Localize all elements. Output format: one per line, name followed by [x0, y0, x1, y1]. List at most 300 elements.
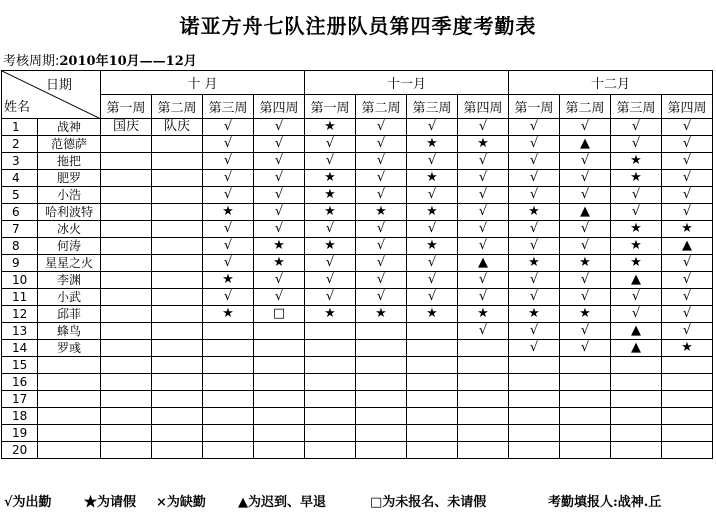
table-row	[2, 119, 713, 136]
attendance-cell	[203, 391, 254, 408]
attendance-cell: √	[407, 255, 458, 272]
attendance-cell	[458, 442, 509, 459]
attendance-cell	[305, 442, 356, 459]
attendance-cell: √	[305, 136, 356, 153]
attendance-cell: √	[305, 272, 356, 289]
table-row	[2, 170, 713, 187]
attendance-cell	[611, 391, 662, 408]
attendance-cell: ★	[611, 170, 662, 187]
attendance-cell: √	[305, 221, 356, 238]
attendance-cell: √	[305, 153, 356, 170]
attendance-cell: √	[662, 136, 713, 153]
table-row	[2, 374, 713, 391]
member-name: 范德萨	[38, 136, 101, 153]
attendance-cell	[152, 340, 203, 357]
attendance-cell	[305, 323, 356, 340]
member-name	[38, 357, 101, 374]
attendance-cell: √	[560, 289, 611, 306]
row-number: 12	[2, 306, 38, 323]
row-number: 19	[2, 425, 38, 442]
attendance-cell	[305, 340, 356, 357]
attendance-cell: ★	[407, 170, 458, 187]
attendance-cell: √	[560, 238, 611, 255]
attendance-cell: ▲	[611, 323, 662, 340]
attendance-table	[1, 70, 713, 459]
attendance-cell	[152, 255, 203, 272]
attendance-cell	[509, 408, 560, 425]
attendance-cell: √	[458, 170, 509, 187]
attendance-cell: ★	[458, 136, 509, 153]
attendance-cell: √	[407, 187, 458, 204]
attendance-cell: √	[407, 153, 458, 170]
week-header-cell: 第一周	[509, 95, 560, 119]
row-number: 15	[2, 357, 38, 374]
attendance-cell: √	[662, 323, 713, 340]
table-row	[2, 340, 713, 357]
date-header-label: 日期	[45, 78, 72, 93]
attendance-cell: √	[305, 255, 356, 272]
attendance-body	[2, 119, 713, 459]
attendance-cell: √	[509, 187, 560, 204]
attendance-cell: √	[356, 136, 407, 153]
attendance-cell: ★	[560, 255, 611, 272]
attendance-cell: ★	[560, 306, 611, 323]
row-number: 8	[2, 238, 38, 255]
attendance-cell	[152, 306, 203, 323]
table-row	[2, 306, 713, 323]
attendance-cell: √	[509, 119, 560, 136]
attendance-cell: √	[560, 323, 611, 340]
name-header-label: 姓名	[4, 100, 31, 115]
attendance-cell: √	[356, 255, 407, 272]
attendance-cell: √	[509, 136, 560, 153]
attendance-cell	[356, 340, 407, 357]
attendance-cell: √	[560, 221, 611, 238]
attendance-cell: ★	[407, 238, 458, 255]
week-header-cell: 第二周	[152, 95, 203, 119]
attendance-cell	[407, 442, 458, 459]
row-number: 7	[2, 221, 38, 238]
attendance-cell: ★	[662, 340, 713, 357]
assessment-period	[3, 50, 197, 69]
attendance-cell	[203, 425, 254, 442]
table-row	[2, 238, 713, 255]
date-name-header-cell	[2, 71, 101, 119]
attendance-cell	[203, 442, 254, 459]
attendance-cell	[203, 374, 254, 391]
attendance-cell: √	[407, 221, 458, 238]
attendance-cell	[101, 255, 152, 272]
attendance-cell	[458, 408, 509, 425]
attendance-cell: √	[254, 153, 305, 170]
attendance-cell	[203, 408, 254, 425]
attendance-cell	[356, 374, 407, 391]
member-name	[38, 425, 101, 442]
attendance-cell	[560, 391, 611, 408]
attendance-cell	[101, 204, 152, 221]
member-name: 邱菲	[38, 306, 101, 323]
attendance-cell: ★	[305, 306, 356, 323]
attendance-cell	[152, 391, 203, 408]
attendance-cell	[101, 153, 152, 170]
attendance-cell: √	[203, 136, 254, 153]
table-row	[2, 221, 713, 238]
row-number: 14	[2, 340, 38, 357]
attendance-cell: √	[458, 289, 509, 306]
attendance-cell	[509, 442, 560, 459]
table-row	[2, 204, 713, 221]
table-row	[2, 272, 713, 289]
row-number: 16	[2, 374, 38, 391]
attendance-cell	[152, 272, 203, 289]
attendance-cell: ★	[611, 221, 662, 238]
week-header-cell: 第三周	[611, 95, 662, 119]
attendance-cell	[101, 187, 152, 204]
attendance-cell: √	[407, 119, 458, 136]
attendance-cell	[509, 391, 560, 408]
attendance-cell	[662, 374, 713, 391]
attendance-cell	[101, 425, 152, 442]
attendance-cell	[152, 221, 203, 238]
attendance-cell	[356, 442, 407, 459]
attendance-cell	[509, 357, 560, 374]
attendance-cell: √	[458, 153, 509, 170]
attendance-cell	[152, 238, 203, 255]
attendance-cell	[152, 442, 203, 459]
attendance-cell: ▲	[662, 238, 713, 255]
attendance-cell	[305, 391, 356, 408]
attendance-cell: ★	[203, 204, 254, 221]
attendance-cell: √	[509, 272, 560, 289]
attendance-cell: √	[254, 204, 305, 221]
attendance-cell	[101, 442, 152, 459]
attendance-cell: √	[611, 119, 662, 136]
attendance-cell	[458, 340, 509, 357]
attendance-cell	[662, 425, 713, 442]
attendance-cell: ★	[407, 306, 458, 323]
week-header-cell: 第二周	[356, 95, 407, 119]
attendance-cell: √	[509, 153, 560, 170]
attendance-cell: ★	[611, 238, 662, 255]
member-name: 何涛	[38, 238, 101, 255]
attendance-cell: ★	[458, 306, 509, 323]
attendance-cell: √	[356, 289, 407, 306]
attendance-cell: √	[203, 153, 254, 170]
week-header-cell: 第一周	[101, 95, 152, 119]
member-name: 罗彧	[38, 340, 101, 357]
row-number: 3	[2, 153, 38, 170]
attendance-cell: ★	[407, 136, 458, 153]
member-name	[38, 442, 101, 459]
attendance-cell	[101, 357, 152, 374]
row-number: 2	[2, 136, 38, 153]
attendance-cell: √	[611, 136, 662, 153]
attendance-cell: √	[458, 323, 509, 340]
attendance-cell	[611, 425, 662, 442]
attendance-cell: ★	[203, 272, 254, 289]
attendance-cell	[560, 374, 611, 391]
attendance-cell	[101, 289, 152, 306]
attendance-cell: √	[611, 306, 662, 323]
attendance-cell	[611, 374, 662, 391]
attendance-cell	[458, 425, 509, 442]
period-label: 考核周期:	[3, 54, 60, 69]
attendance-cell	[254, 425, 305, 442]
attendance-cell	[254, 340, 305, 357]
attendance-cell	[254, 357, 305, 374]
attendance-cell: ★	[305, 170, 356, 187]
attendance-cell: ★	[509, 204, 560, 221]
legend-leave: ★为请假	[84, 495, 137, 510]
member-name: 星星之火	[38, 255, 101, 272]
attendance-cell: √	[407, 289, 458, 306]
attendance-cell	[662, 357, 713, 374]
attendance-cell: √	[560, 340, 611, 357]
attendance-cell	[356, 425, 407, 442]
attendance-cell	[101, 170, 152, 187]
month-header-december: 十二月	[509, 71, 713, 95]
attendance-cell	[101, 374, 152, 391]
attendance-cell: ★	[662, 221, 713, 238]
attendance-cell: ★	[305, 238, 356, 255]
attendance-cell	[458, 357, 509, 374]
month-header-november: 十一月	[305, 71, 509, 95]
attendance-cell	[305, 374, 356, 391]
attendance-cell: √	[509, 289, 560, 306]
table-row	[2, 153, 713, 170]
member-name: 战神	[38, 119, 101, 136]
attendance-cell: √	[458, 187, 509, 204]
attendance-cell	[407, 357, 458, 374]
attendance-cell	[152, 408, 203, 425]
attendance-cell: √	[356, 221, 407, 238]
attendance-cell: ★	[356, 306, 407, 323]
attendance-cell	[611, 357, 662, 374]
row-number: 18	[2, 408, 38, 425]
attendance-cell	[560, 442, 611, 459]
attendance-cell: √	[458, 272, 509, 289]
attendance-cell	[407, 408, 458, 425]
attendance-cell	[611, 408, 662, 425]
attendance-cell: √	[356, 170, 407, 187]
week-header-cell: 第四周	[458, 95, 509, 119]
attendance-cell: 队庆	[152, 119, 203, 136]
table-row	[2, 408, 713, 425]
week-header-cell: 第三周	[407, 95, 458, 119]
attendance-cell	[101, 391, 152, 408]
attendance-cell	[356, 408, 407, 425]
attendance-cell: ★	[611, 153, 662, 170]
attendance-cell	[356, 357, 407, 374]
attendance-cell	[254, 374, 305, 391]
attendance-cell	[152, 425, 203, 442]
page-title: 诺亚方舟七队注册队员第四季度考勤表	[179, 14, 537, 38]
attendance-cell	[152, 374, 203, 391]
row-number: 9	[2, 255, 38, 272]
attendance-cell	[254, 442, 305, 459]
attendance-cell: ★	[254, 255, 305, 272]
attendance-cell: √	[356, 238, 407, 255]
attendance-cell: √	[662, 204, 713, 221]
attendance-cell: √	[560, 153, 611, 170]
attendance-cell: √	[254, 187, 305, 204]
attendance-cell: √	[458, 204, 509, 221]
attendance-cell: √	[407, 272, 458, 289]
legend-reporter: 考勤填报人:战神.丘	[548, 495, 662, 510]
attendance-cell: √	[662, 289, 713, 306]
attendance-cell	[101, 306, 152, 323]
attendance-cell: √	[662, 170, 713, 187]
row-number: 17	[2, 391, 38, 408]
attendance-cell: ★	[305, 119, 356, 136]
attendance-cell	[305, 408, 356, 425]
attendance-cell	[203, 357, 254, 374]
attendance-cell: √	[356, 153, 407, 170]
attendance-cell: √	[611, 187, 662, 204]
attendance-cell: √	[254, 272, 305, 289]
attendance-cell: √	[611, 204, 662, 221]
row-number: 20	[2, 442, 38, 459]
attendance-cell	[458, 391, 509, 408]
attendance-cell: √	[356, 119, 407, 136]
attendance-cell: √	[509, 323, 560, 340]
month-header-october: 十 月	[101, 71, 305, 95]
attendance-cell: ★	[356, 204, 407, 221]
row-number: 1	[2, 119, 38, 136]
attendance-cell	[560, 408, 611, 425]
attendance-cell: ★	[611, 255, 662, 272]
attendance-cell	[407, 391, 458, 408]
attendance-cell	[305, 425, 356, 442]
attendance-cell: √	[254, 119, 305, 136]
attendance-cell	[101, 340, 152, 357]
attendance-cell: ★	[254, 238, 305, 255]
member-name: 小武	[38, 289, 101, 306]
attendance-cell	[611, 442, 662, 459]
row-number: 6	[2, 204, 38, 221]
attendance-cell: √	[662, 306, 713, 323]
attendance-cell: √	[509, 221, 560, 238]
attendance-cell: ★	[509, 255, 560, 272]
week-header-cell: 第四周	[662, 95, 713, 119]
attendance-cell	[254, 408, 305, 425]
attendance-cell: √	[203, 119, 254, 136]
attendance-cell: √	[254, 289, 305, 306]
attendance-cell	[662, 391, 713, 408]
attendance-cell	[101, 323, 152, 340]
attendance-cell: 国庆	[101, 119, 152, 136]
attendance-cell: √	[254, 221, 305, 238]
attendance-cell	[152, 357, 203, 374]
attendance-cell	[458, 374, 509, 391]
attendance-cell	[509, 374, 560, 391]
attendance-cell: √	[458, 221, 509, 238]
attendance-cell	[101, 238, 152, 255]
table-row	[2, 425, 713, 442]
attendance-cell: √	[203, 238, 254, 255]
member-name: 蜂鸟	[38, 323, 101, 340]
period-value: 2010年10月——12月	[59, 54, 197, 69]
week-header-cell: 第四周	[254, 95, 305, 119]
attendance-cell	[101, 272, 152, 289]
attendance-cell	[407, 425, 458, 442]
attendance-cell	[305, 357, 356, 374]
attendance-cell: ★	[305, 204, 356, 221]
attendance-cell: √	[356, 187, 407, 204]
attendance-cell: ▲	[560, 204, 611, 221]
member-name: 肥罗	[38, 170, 101, 187]
attendance-cell: √	[662, 119, 713, 136]
attendance-cell: √	[254, 170, 305, 187]
attendance-cell: □	[254, 306, 305, 323]
attendance-cell	[152, 204, 203, 221]
member-name	[38, 374, 101, 391]
row-number: 10	[2, 272, 38, 289]
attendance-cell: √	[203, 255, 254, 272]
attendance-cell	[254, 323, 305, 340]
attendance-cell: ▲	[560, 136, 611, 153]
attendance-cell	[152, 170, 203, 187]
row-number: 11	[2, 289, 38, 306]
attendance-cell	[407, 323, 458, 340]
attendance-cell	[152, 289, 203, 306]
attendance-cell: ★	[305, 187, 356, 204]
attendance-cell: ▲	[611, 272, 662, 289]
legend-absent: ×为缺勤	[156, 495, 206, 510]
attendance-cell	[152, 323, 203, 340]
attendance-cell	[152, 136, 203, 153]
attendance-cell	[152, 153, 203, 170]
attendance-cell: √	[458, 238, 509, 255]
member-name	[38, 408, 101, 425]
attendance-cell	[101, 221, 152, 238]
attendance-cell: √	[509, 238, 560, 255]
attendance-cell: ★	[203, 306, 254, 323]
attendance-cell: √	[356, 272, 407, 289]
attendance-cell: ★	[509, 306, 560, 323]
attendance-cell: √	[203, 221, 254, 238]
row-number: 5	[2, 187, 38, 204]
row-number: 13	[2, 323, 38, 340]
attendance-cell: √	[203, 170, 254, 187]
attendance-cell: √	[560, 272, 611, 289]
attendance-cell	[662, 442, 713, 459]
attendance-cell: √	[305, 289, 356, 306]
attendance-cell: √	[458, 119, 509, 136]
attendance-cell	[560, 425, 611, 442]
table-row	[2, 255, 713, 272]
attendance-cell	[509, 425, 560, 442]
member-name: 拖把	[38, 153, 101, 170]
attendance-cell	[356, 391, 407, 408]
attendance-cell: ▲	[458, 255, 509, 272]
attendance-cell	[407, 340, 458, 357]
table-row	[2, 187, 713, 204]
week-header-cell: 第一周	[305, 95, 356, 119]
attendance-cell	[254, 391, 305, 408]
row-number: 4	[2, 170, 38, 187]
attendance-cell: √	[560, 187, 611, 204]
member-name: 李渊	[38, 272, 101, 289]
attendance-cell: ★	[407, 204, 458, 221]
legend-present: √为出勤	[4, 495, 52, 510]
table-row	[2, 391, 713, 408]
attendance-cell	[662, 408, 713, 425]
attendance-cell: √	[254, 136, 305, 153]
week-header-row	[2, 95, 713, 119]
table-row	[2, 323, 713, 340]
table-row	[2, 442, 713, 459]
